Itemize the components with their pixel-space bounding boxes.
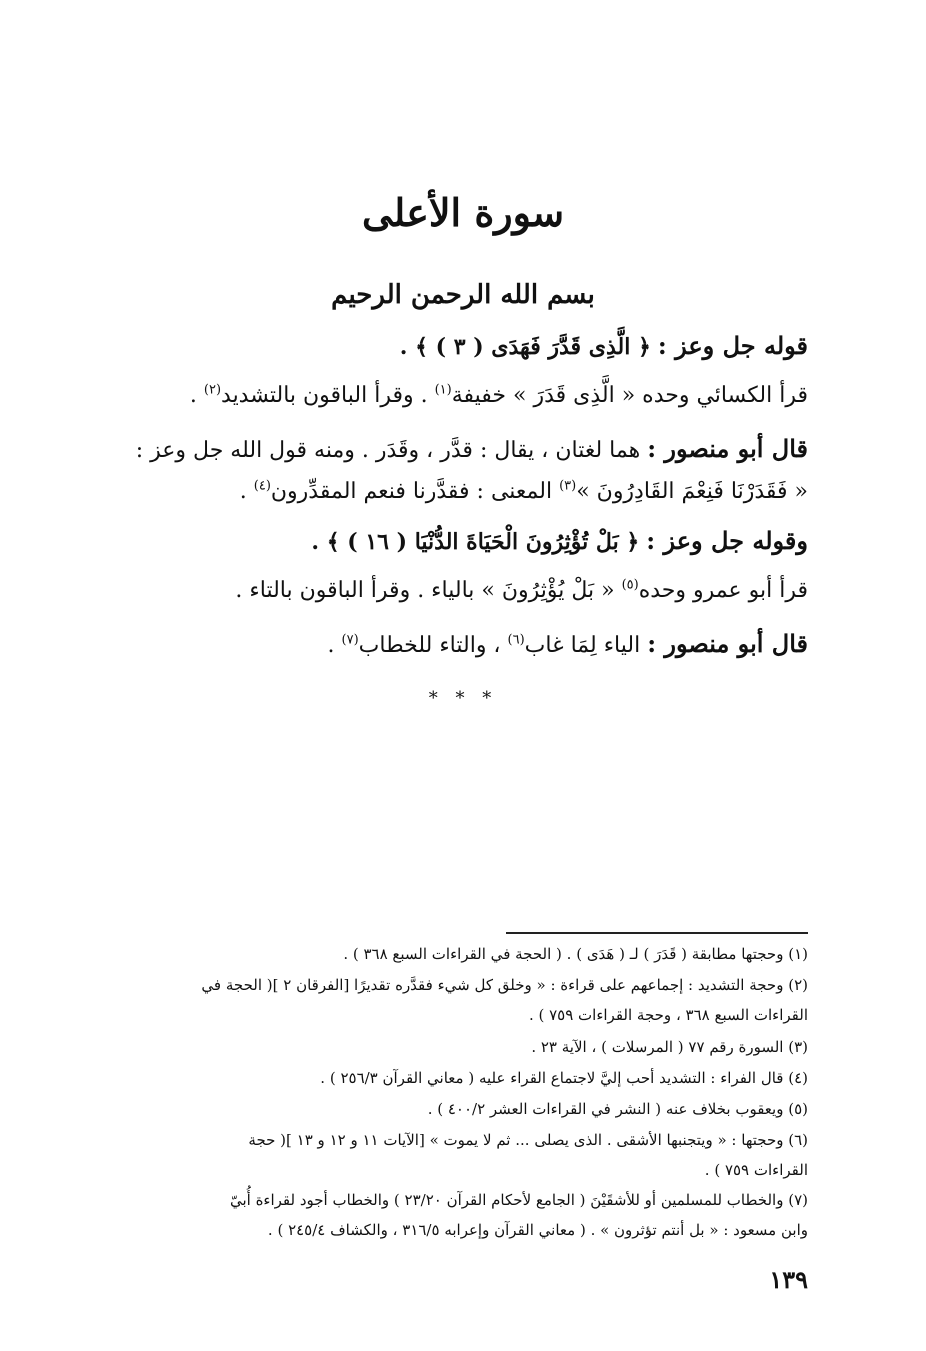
section-separator: * * *: [428, 688, 498, 709]
footnote-ref-6[interactable]: (٦): [507, 632, 525, 648]
footnote-6-line-2: القراءات ٧٥٩ ) .: [704, 1161, 808, 1179]
footnote-2-line-2: القراءات السبع ٣٦٨ ، وحجة القراءات ٧٥٩ ) .: [528, 1006, 808, 1024]
footnote-ref-2[interactable]: (٢): [203, 382, 222, 398]
comment-2-text-c: .: [327, 633, 342, 658]
comment-2-line: [130, 628, 808, 661]
comment-1-line-1: [130, 433, 808, 466]
reading-1-text-b: . وقرأ الباقون بالتشديد: [221, 383, 435, 408]
page-number: ١٣٩: [769, 1265, 808, 1294]
comment-1-lead: قال أبو منصور :: [647, 434, 808, 463]
footnote-divider: [506, 932, 808, 934]
comment-1-text-2: المعنى : فقدَّرنا فنعم المقدِّرون: [270, 479, 560, 504]
reading-2-text-b: « بَلْ يُؤْثِرُونَ » بالياء . وقرأ الباقون بالتاء .: [235, 578, 622, 603]
footnote-7-line-1: (٧) والخطاب للمسلمين أو للأشقَيْنَ ( الجامع لأحكام القرآن ٢٣/٢٠ ) والخطاب أجود لقراءة أُبيّ: [229, 1191, 808, 1209]
comment-1-line-2: [130, 478, 808, 507]
footnote-ref-7[interactable]: (٧): [341, 632, 359, 648]
footnote-1: (١) وحجتها مطابقة ( قَدَرَ ) لـ ( هَدَى ) . ( الحجة في القراءات السبع ٣٦٨ ) .: [343, 945, 808, 963]
footnote-2-line-1: (٢) وحجة التشديد : إجماعهم على قراءة : « وخلق كل شيء فقدَّره تقديرًا [الفرقان ٢ ]( الحجة في: [201, 976, 808, 994]
footnote-3: (٣) السورة رقم ٧٧ ( المرسلات ) ، الآية ٢٣ .: [531, 1038, 808, 1056]
footnote-ref-1[interactable]: (١): [434, 382, 452, 398]
reading-2-text-a: قرأ أبو عمرو وحده: [638, 578, 808, 603]
comment-1-text-1: هما لغتان ، يقال : قدَّر ، وقَدَر . ومنه قول الله جل وعز :: [135, 438, 648, 463]
comment-2-text-b: ، والتاء للخطاب: [358, 633, 508, 658]
comment-2-lead: قال أبو منصور :: [647, 629, 808, 658]
footnote-6-line-1: (٦) وحجتها : « ويتجنبها الأشقى . الذى يصلى ... ثم لا يموت » [الآيات ١١ و ١٢ و ١٣ ]( حجة: [248, 1131, 808, 1149]
footnote-ref-3[interactable]: (٣): [559, 478, 577, 494]
basmala: بسم الله الرحمن الرحيم: [331, 280, 595, 310]
verse-2-line: [130, 525, 808, 558]
verse-2-lead: وقوله جل وعز :: [646, 526, 808, 555]
reading-1-text-a: قرأ الكسائي وحده « الَّذِى قَدَرَ » خفيفة: [451, 383, 808, 408]
verse-1-line: [130, 330, 808, 363]
surah-title: سورة الأعلى: [361, 190, 565, 235]
verse-1-text: ﴿ الَّذِى قَدَّرَ فَهَدَى ( ٣ ) ﴾ .: [399, 334, 651, 360]
footnote-5: (٥) ويعقوب بخلاف عنه ( النشر في القراءات العشر ٤٠٠/٢ ) .: [427, 1100, 808, 1118]
verse-1-lead: قوله جل وعز :: [657, 331, 808, 360]
comment-1-quote: « فَقَدَرْنَا فَنِعْمَ القَادِرُونَ »: [576, 479, 808, 504]
reading-1-line: [130, 382, 808, 411]
comment-1-text-3: .: [239, 479, 254, 504]
reading-1-text-c: .: [189, 383, 204, 408]
footnote-4: (٤) قال الفراء : التشديد أحب إليَّ لاجتماع القراء عليه ( معاني القرآن ٢٥٦/٣ ) .: [320, 1069, 808, 1087]
comment-2-text-a: الياء لِمَا غاب: [524, 633, 648, 658]
footnote-7-line-2: وابن مسعود : « بل أنتم تؤثرون » . ( معاني القرآن وإعرابه ٣١٦/٥ ، والكشاف ٢٤٥/٤ ) .: [267, 1221, 808, 1239]
footnote-ref-4[interactable]: (٤): [253, 478, 271, 494]
verse-2-text: ﴿ بَلْ تُؤْثِرُونَ الْحَيَاةَ الدُّنْيَا ( ١٦ ) ﴾ .: [311, 529, 640, 555]
footnote-ref-5[interactable]: (٥): [621, 577, 639, 593]
reading-2-line: [130, 577, 808, 606]
